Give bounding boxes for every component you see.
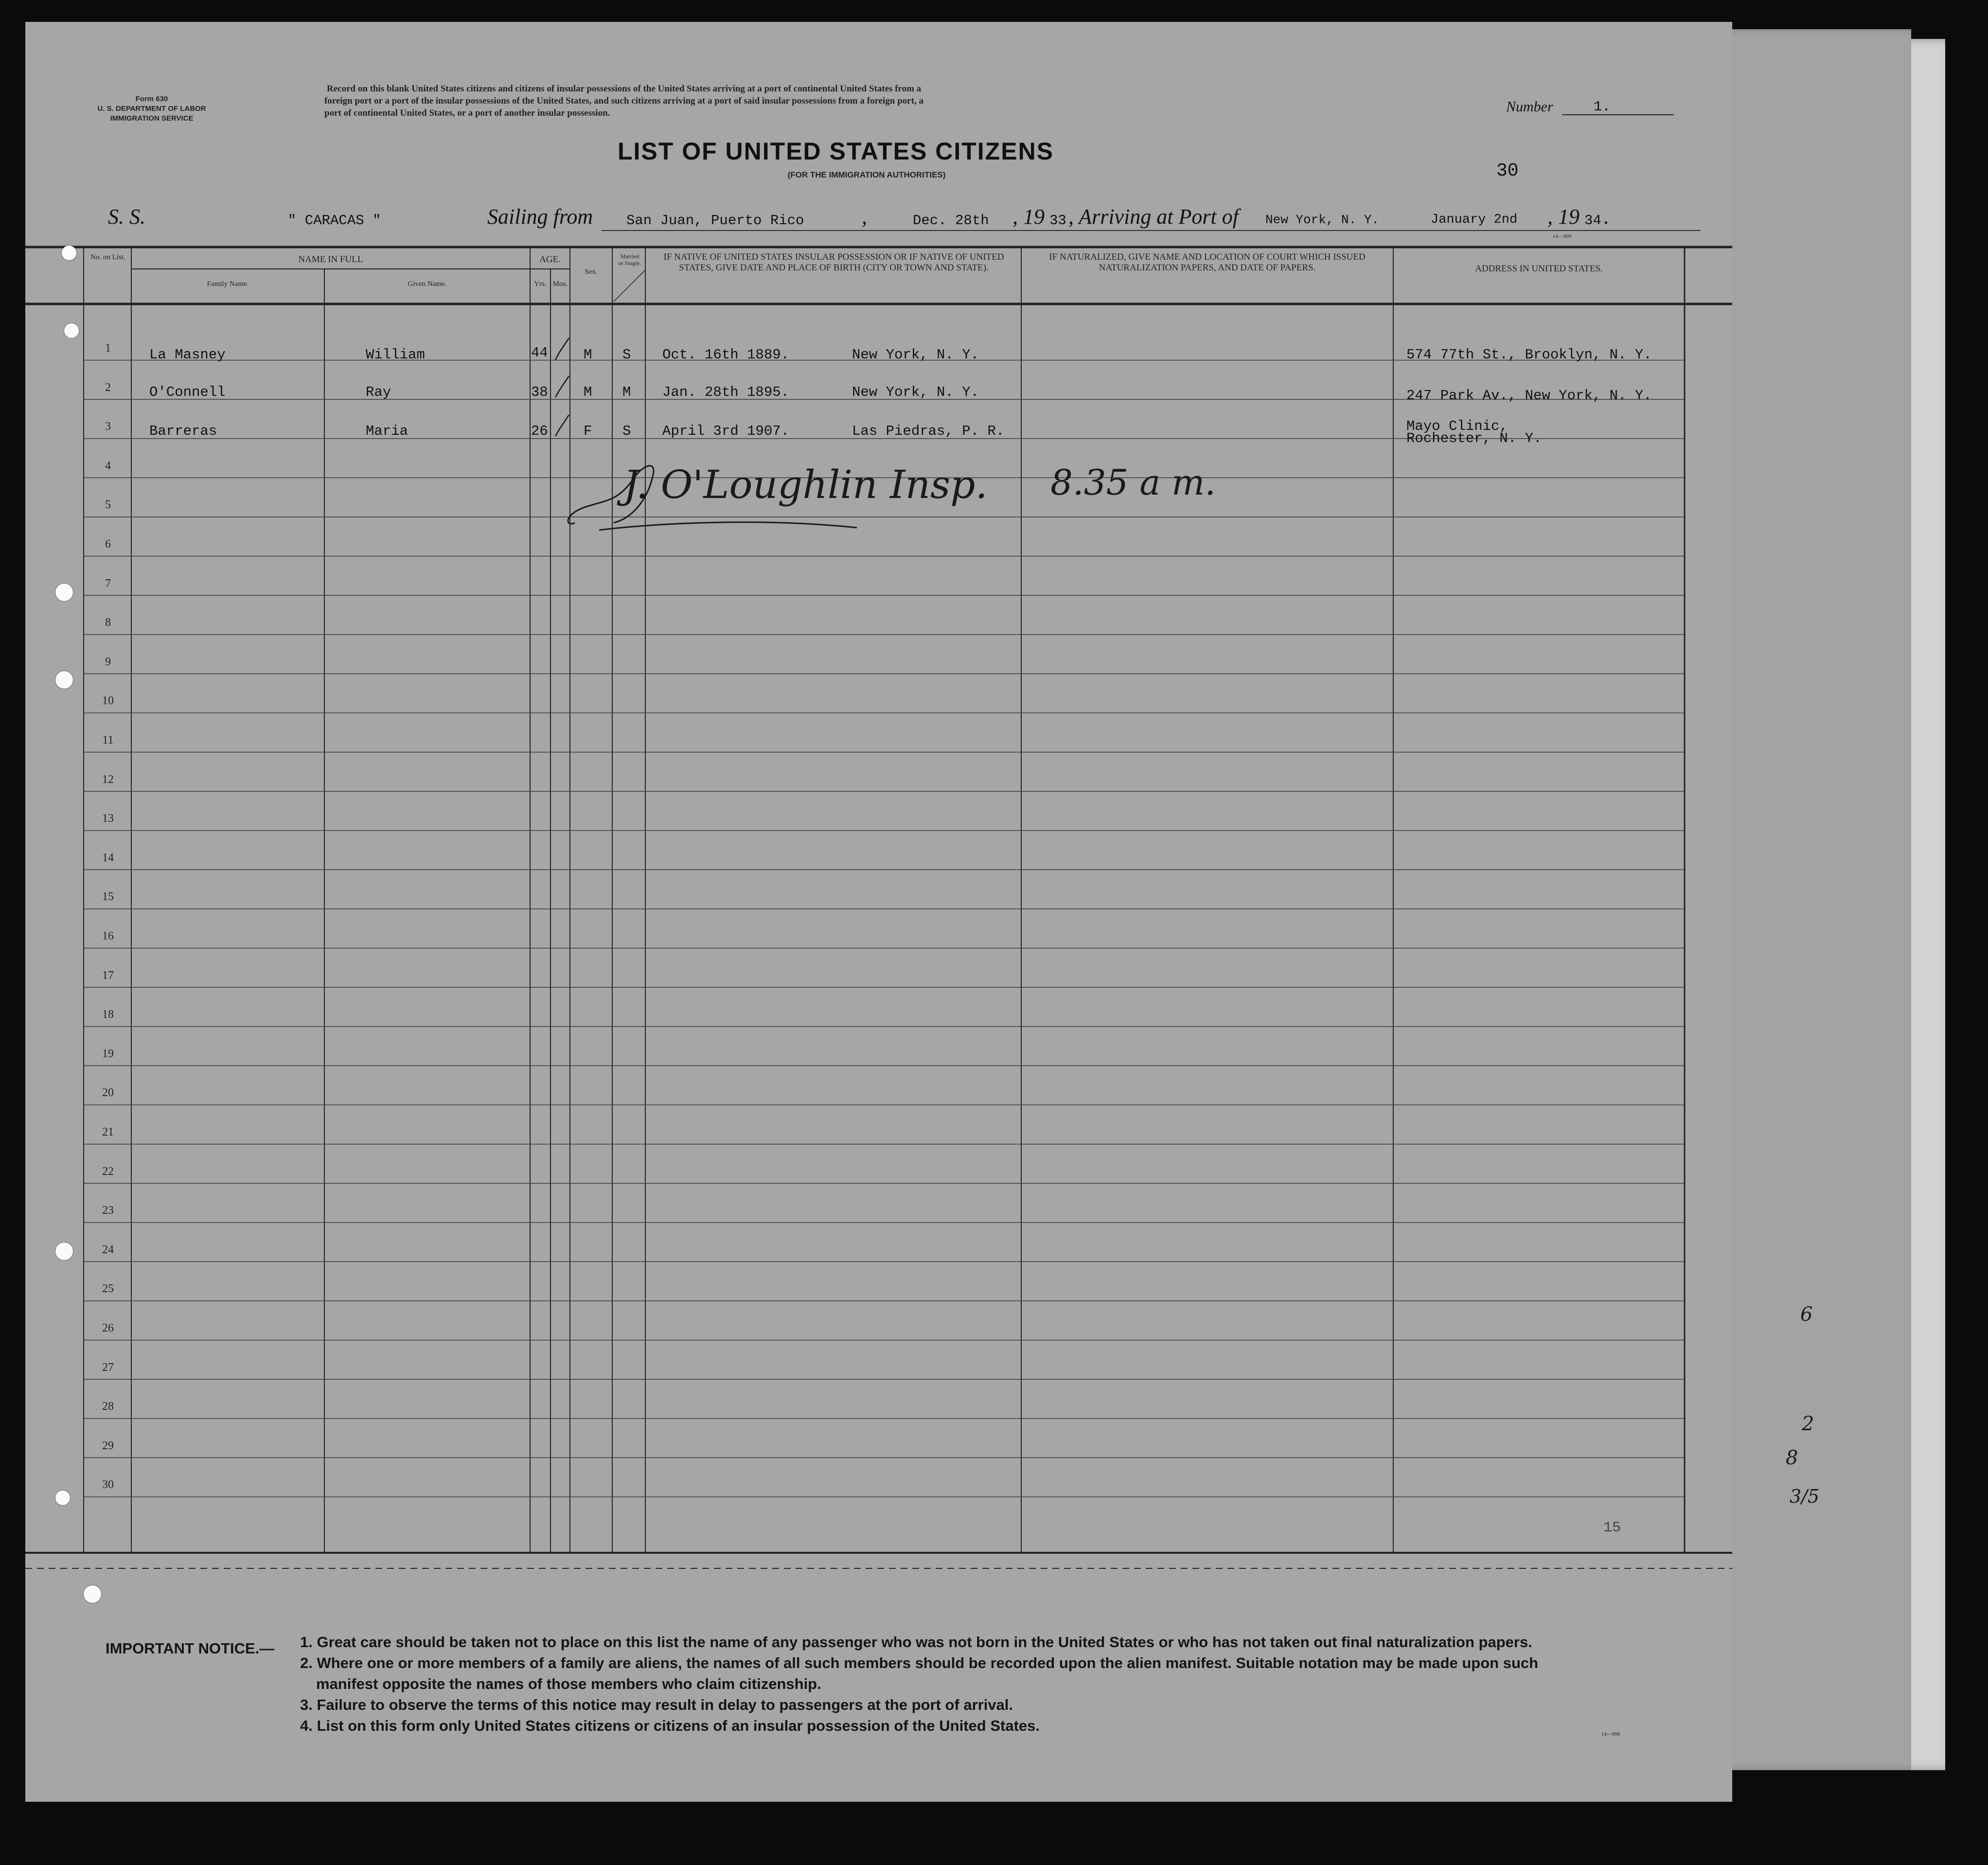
entry-1-age: 44 <box>531 345 548 361</box>
entry-2-age: 38 <box>531 384 548 400</box>
entry-3-given: Maria <box>366 423 408 439</box>
row-number: 8 <box>105 616 111 629</box>
col-header-yrs: Yrs. <box>534 280 547 288</box>
entry-1-address: 574 77th St., Brooklyn, N. Y. <box>1406 347 1652 363</box>
row-number: 21 <box>102 1126 114 1138</box>
entry-3-family: Barreras <box>149 423 217 439</box>
col-header-mos: Mos. <box>552 280 568 288</box>
col-header-age: AGE. <box>539 254 561 265</box>
row-number: 4 <box>105 459 111 472</box>
row-number: 23 <box>102 1204 114 1217</box>
row-number: 17 <box>102 969 114 982</box>
punch-hole <box>55 1491 70 1505</box>
entry-1-birth-date: Oct. 16th 1889. <box>662 347 790 363</box>
entry-2-birth-date: Jan. 28th 1895. <box>662 384 790 400</box>
row-number: 10 <box>102 694 114 708</box>
margin-mark-2: 2 <box>1802 1413 1814 1435</box>
notice-heading: IMPORTANT NOTICE.— <box>106 1640 275 1657</box>
row-number: 27 <box>102 1361 114 1374</box>
arriving-label: , Arriving at Port of <box>1068 205 1239 229</box>
notice-item-3: 3. Failure to observe the terms of this notice may result in delay to passengers at the port of arrival. <box>300 1696 1013 1713</box>
row-number: 9 <box>105 655 111 668</box>
row-number: 20 <box>102 1086 114 1100</box>
arr-year-suffix: 34 <box>1584 213 1601 229</box>
notice-item-1: 1. Great care should be taken not to place on this list the name of any passenger who was not born in the United States or who has not taken out final naturalization papers. <box>300 1634 1532 1651</box>
entry-1-status: S <box>622 347 631 363</box>
row-number: 22 <box>102 1165 114 1178</box>
arrival-date: January 2nd <box>1431 213 1518 227</box>
arr-year-prefix: , 19 <box>1547 205 1580 229</box>
corner-code: 14—909 <box>1552 233 1572 239</box>
sailing-label: Sailing from <box>487 205 593 229</box>
entry-3-status: S <box>622 423 631 439</box>
row-number: 18 <box>102 1008 114 1021</box>
tick-marks <box>546 333 589 450</box>
inspector-signature: J. O'Loughlin Insp. <box>623 462 988 507</box>
row-number: 13 <box>102 812 114 825</box>
number-value: 1. <box>1594 99 1611 115</box>
row-number: 7 <box>105 577 111 590</box>
page-title: LIST OF UNITED STATES CITIZENS <box>618 138 1054 165</box>
entry-1-sex: M <box>584 347 592 363</box>
punch-hole <box>55 584 73 601</box>
entry-2-address: 247 Park Av., New York, N. Y. <box>1406 388 1652 404</box>
entry-3-birth-date: April 3rd 1907. <box>662 423 790 439</box>
margin-mark-1: 6 <box>1800 1303 1813 1326</box>
col-header-birth: IF NATIVE OF UNITED STATES INSULAR POSSESSION OR IF NATIVE OF UNITED STATES, GIVE DATE AND PLACE OF BIRTH (CITY OR TOWN AND STATE). <box>663 252 1004 273</box>
row-number: 29 <box>102 1439 114 1452</box>
margin-mark-4: 3/5 <box>1790 1486 1820 1507</box>
record-instruction-1: Record on this blank United States citizens and citizens of insular possessions of the United States arriving at a port of continental United States from a <box>327 84 922 94</box>
punch-hole <box>55 671 73 689</box>
col-header-sex: Sex. <box>585 268 598 276</box>
sailing-from: San Juan, Puerto Rico <box>626 213 804 229</box>
row-number: 19 <box>102 1047 114 1060</box>
notice-item-2b: manifest opposite the names of those members who claim citizenship. <box>316 1675 821 1692</box>
row-number: 16 <box>102 930 114 942</box>
entry-3-sex: F <box>584 423 592 439</box>
number-label: Number <box>1506 99 1553 115</box>
row-number: 6 <box>105 538 111 551</box>
punch-hole <box>64 323 79 338</box>
entry-3-address-line1: Mayo Clinic, <box>1406 418 1508 434</box>
entry-2-given: Ray <box>366 384 391 400</box>
entry-1-family: La Masney <box>149 347 226 363</box>
row-number: 28 <box>102 1400 114 1413</box>
notice-item-2a: 2. Where one or more members of a family are aliens, the names of all such members should be recorded upon the alien manifest. Suitable notation may be made upon such <box>300 1654 1539 1671</box>
entry-1-given: William <box>366 347 425 363</box>
entry-2-status: M <box>622 384 631 400</box>
row-number: 14 <box>102 851 114 864</box>
inspection-time: 8.35 a m. <box>1050 462 1216 503</box>
entry-1-birth-place: New York, N. Y. <box>852 347 979 363</box>
row-number: 26 <box>102 1322 114 1334</box>
punch-hole <box>62 246 76 260</box>
col-header-naturalized: IF NATURALIZED, GIVE NAME AND LOCATION OF COURT WHICH ISSUED NATURALIZATION PAPERS, AND DATE OF PAPERS. <box>1049 252 1366 273</box>
arr-period: . <box>1604 205 1609 229</box>
service: IMMIGRATION SERVICE <box>110 114 194 123</box>
sail-comma: , <box>862 205 867 229</box>
row-number: 1 <box>105 342 111 355</box>
punch-hole <box>84 1585 101 1603</box>
row-number: 12 <box>102 773 114 786</box>
notice-code: 14—908 <box>1601 1731 1620 1737</box>
page-subtitle: (FOR THE IMMIGRATION AUTHORITIES) <box>787 170 946 179</box>
form-id: Form 630 <box>135 95 168 103</box>
entry-2-family: O'Connell <box>149 384 226 400</box>
row-number: 24 <box>102 1243 114 1256</box>
entry-3-birth-place: Las Piedras, P. R. <box>852 423 1005 439</box>
sail-date: Dec. 28th <box>913 213 989 229</box>
row-number: 15 <box>102 890 114 904</box>
punch-hole <box>55 1243 73 1260</box>
notice-item-4: 4. List on this form only United States citizens or citizens of an insular possession of the United States. <box>300 1717 1040 1734</box>
entry-2-sex: M <box>584 384 592 400</box>
record-instruction-2: foreign port or a port of the insular possessions of the United States, and such citizens arriving at a port of said insular possessions from a foreign port, a <box>324 96 923 106</box>
page-bottom-number: 15 <box>1603 1520 1621 1536</box>
margin-mark-3: 8 <box>1786 1447 1798 1469</box>
row-number: 3 <box>105 420 111 433</box>
row-number: 2 <box>105 381 111 394</box>
row-number: 11 <box>102 734 114 746</box>
entry-3-age: 26 <box>531 423 548 439</box>
col-header-name-in-full: NAME IN FULL <box>298 254 363 265</box>
col-header-address: ADDRESS IN UNITED STATES. <box>1475 264 1603 274</box>
row-number: 25 <box>102 1282 114 1296</box>
entry-3-address-line2: Rochester, N. Y. <box>1406 430 1542 446</box>
manifest-sheet <box>25 22 1732 1802</box>
ship-name: " CARACAS " <box>288 213 381 229</box>
col-header-given-name: Given Name. <box>408 280 447 288</box>
entry-2-birth-place: New York, N. Y. <box>852 384 979 400</box>
row-number: 5 <box>105 498 111 512</box>
sail-year-prefix: , 19 <box>1012 205 1045 229</box>
col-header-no-on-list: No. on List. <box>90 253 125 261</box>
col-header-married-single: Married or Single. <box>618 253 641 266</box>
col-header-family-name: Family Name. <box>207 280 249 288</box>
table-grid <box>25 22 1732 1802</box>
record-instruction-3: port of continental United States, or a port of another insular possession. <box>324 108 610 118</box>
stamp-number: 30 <box>1496 160 1519 181</box>
row-number: 30 <box>102 1478 114 1492</box>
arriving-port: New York, N. Y. <box>1265 213 1380 227</box>
department: U. S. DEPARTMENT OF LABOR <box>97 105 206 113</box>
sail-year-suffix: 33 <box>1049 213 1066 229</box>
ss-label: S. S. <box>108 205 145 229</box>
